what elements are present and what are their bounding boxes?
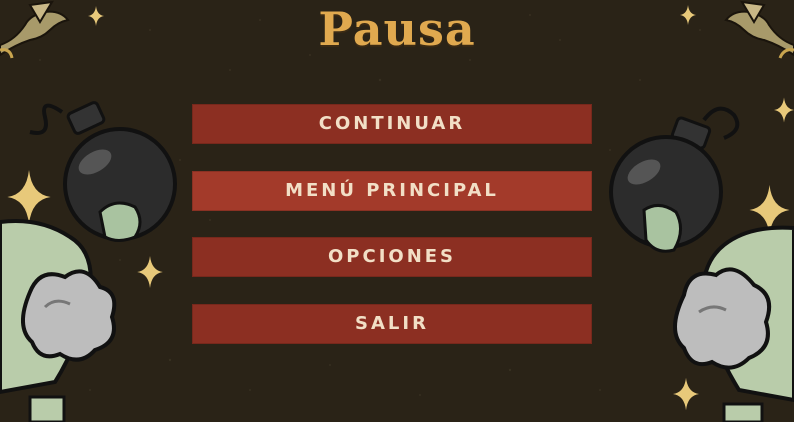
continue-button[interactable]: CONTINUAR <box>192 104 592 144</box>
exit-button[interactable]: SALIR <box>192 304 592 344</box>
page-title: Pausa <box>318 2 476 56</box>
options-button[interactable]: OPCIONES <box>192 237 592 277</box>
zombie-bomb-character-right <box>604 100 794 422</box>
zombie-bomb-character-left <box>0 92 180 422</box>
main-menu-button[interactable]: MENÚ PRINCIPAL <box>192 171 592 211</box>
